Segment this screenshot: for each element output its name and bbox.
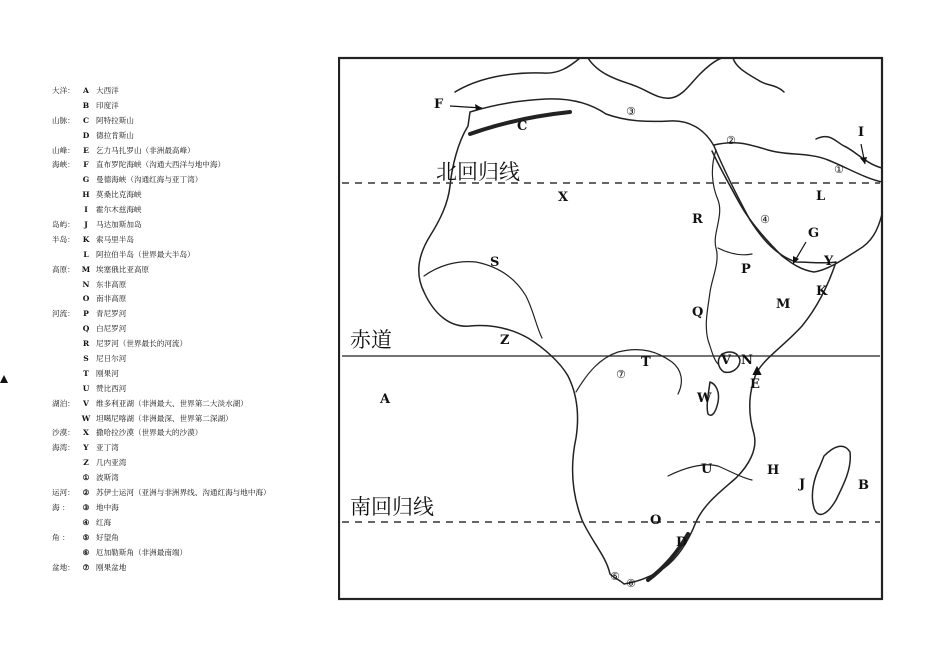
legend-row-a xyxy=(52,84,312,99)
legend-code: G xyxy=(82,175,90,185)
label-o: O xyxy=(650,513,662,528)
legend-row-h xyxy=(52,188,312,203)
legend-row-z xyxy=(52,456,312,471)
label-p: P xyxy=(741,262,751,277)
label-x: X xyxy=(558,190,569,205)
legend-name: 南非高原 xyxy=(96,294,127,304)
map-svg xyxy=(338,56,884,602)
legend-row-i xyxy=(52,203,312,218)
map-legend xyxy=(52,84,312,575)
legend-code: T xyxy=(83,368,89,378)
label-red-sea: ④ xyxy=(760,213,770,226)
label-b: B xyxy=(858,478,869,493)
legend-code: C xyxy=(82,115,90,125)
legend-code: ⑥ xyxy=(82,547,90,557)
legend-row-n xyxy=(52,278,312,293)
legend-row-t xyxy=(52,367,312,382)
legend-category: 角 ： xyxy=(52,532,70,542)
label-l: L xyxy=(816,189,826,204)
legend-row-6 xyxy=(52,546,312,561)
tropic-of-capricorn-label: 南回归线 xyxy=(350,495,434,519)
legend-row-b xyxy=(52,99,312,114)
legend-name: 撒哈拉沙漠（世界最大的沙漠） xyxy=(96,428,203,438)
legend-category: 山峰： xyxy=(52,145,75,155)
legend-code: Z xyxy=(83,458,89,468)
legend-row-g xyxy=(52,173,312,188)
legend-category: 海 ： xyxy=(52,502,70,512)
legend-row-k xyxy=(52,233,312,248)
label-cape-of-good-hope: ⑤ xyxy=(610,570,620,583)
legend-name: 厄加勒斯角（非洲最南端） xyxy=(96,547,188,557)
legend-category: 海峡： xyxy=(52,160,75,170)
label-m: M xyxy=(776,297,791,312)
legend-code: I xyxy=(84,205,88,215)
legend-code: ② xyxy=(82,488,90,498)
legend-row-7 xyxy=(52,561,312,576)
label-cape-agulhas: ⑥ xyxy=(626,577,636,590)
legend-row-p xyxy=(52,307,312,322)
legend-code: U xyxy=(82,383,90,393)
label-j: J xyxy=(799,477,806,492)
label-d: D xyxy=(676,535,688,550)
legend-code: ⑦ xyxy=(82,562,90,572)
legend-name: 尼罗河（世界最长的河流） xyxy=(96,339,188,349)
label-z: Z xyxy=(500,333,510,348)
legend-name: 刚果河 xyxy=(96,368,119,378)
legend-name: 东非高原 xyxy=(96,279,127,289)
africa-map xyxy=(338,56,884,602)
legend-row-e xyxy=(52,144,312,159)
legend-code: X xyxy=(83,428,89,438)
legend-row-f xyxy=(52,158,312,173)
legend-name: 霍尔木兹海峡 xyxy=(96,205,142,215)
label-v: V xyxy=(721,353,732,368)
label-mediterranean: ③ xyxy=(626,105,636,118)
legend-code: K xyxy=(82,234,90,244)
legend-code: J xyxy=(84,220,88,230)
legend-code: O xyxy=(82,294,90,304)
legend-category: 大洋： xyxy=(52,86,75,95)
legend-name: 好望角 xyxy=(96,532,119,542)
legend-name: 莫桑比克海峡 xyxy=(96,190,142,200)
legend-code: S xyxy=(83,354,89,364)
legend-name: 几内亚湾 xyxy=(96,458,127,468)
legend-name: 亚丁湾 xyxy=(96,443,119,453)
label-r: R xyxy=(692,212,703,227)
label-k: K xyxy=(816,284,828,299)
legend-row-2 xyxy=(52,486,312,501)
legend-name: 波斯湾 xyxy=(96,473,119,483)
legend-name: 坦噶尼喀湖（非洲最深、世界第二深湖） xyxy=(96,413,233,423)
legend-category: 湖泊： xyxy=(52,398,75,408)
legend-row-j xyxy=(52,218,312,233)
legend-category: 河流： xyxy=(52,309,75,319)
label-suez-canal: ② xyxy=(726,134,736,147)
legend-row-v xyxy=(52,397,312,412)
label-e: E xyxy=(750,377,760,392)
legend-code: ③ xyxy=(82,502,90,512)
legend-category: 高原： xyxy=(52,264,75,274)
legend-row-r xyxy=(52,337,312,352)
legend-row-u xyxy=(52,382,312,397)
legend-name: 青尼罗河 xyxy=(96,309,127,319)
legend-category: 沙漠： xyxy=(52,428,75,438)
label-y: Y xyxy=(824,254,834,269)
legend-row-4 xyxy=(52,516,312,531)
legend-name: 阿拉伯半岛（世界最大半岛） xyxy=(96,249,195,259)
legend-code: D xyxy=(82,130,90,140)
legend-row-l xyxy=(52,248,312,263)
tropic-of-cancer-label: 北回归线 xyxy=(436,160,520,184)
legend-code: W xyxy=(81,413,91,423)
legend-row-m xyxy=(52,263,312,278)
label-congo-basin: ⑦ xyxy=(616,368,626,381)
legend-name: 刚果盆地 xyxy=(96,562,127,572)
legend-category: 运河： xyxy=(52,488,75,498)
legend-code: V xyxy=(83,398,89,408)
legend-category: 岛屿： xyxy=(52,220,75,230)
legend-row-o xyxy=(52,292,312,307)
label-s: S xyxy=(490,255,500,270)
legend-name: 印度洋 xyxy=(96,100,119,110)
legend-row-c xyxy=(52,114,312,129)
legend-row-5 xyxy=(52,531,312,546)
legend-code: H xyxy=(82,190,90,200)
legend-name: 苏伊士运河（亚洲与非洲界线、沟通红海与地中海） xyxy=(96,488,271,498)
legend-name: 曼德海峡（沟通红海与亚丁湾） xyxy=(96,175,203,185)
legend-row-w xyxy=(52,412,312,427)
label-a: A xyxy=(380,392,391,407)
legend-name: 地中海 xyxy=(96,502,119,512)
legend-code: ④ xyxy=(82,517,90,527)
legend-row-x xyxy=(52,426,312,441)
label-u: U xyxy=(701,462,713,477)
legend-code: Y xyxy=(83,443,89,453)
legend-name: 直布罗陀海峡（沟通大西洋与地中海） xyxy=(96,160,226,170)
legend-code: N xyxy=(82,279,90,289)
legend-row-q xyxy=(52,322,312,337)
legend-code: L xyxy=(83,249,89,259)
legend-row-d xyxy=(52,129,312,144)
legend-row-y xyxy=(52,441,312,456)
label-f: F xyxy=(434,97,444,112)
legend-row-s xyxy=(52,352,312,367)
label-h: H xyxy=(767,463,780,478)
legend-row-3 xyxy=(52,501,312,516)
legend-category: 海湾： xyxy=(52,443,75,453)
label-g: G xyxy=(808,226,820,241)
legend-name: 赞比西河 xyxy=(96,383,127,393)
legend-name: 马达加斯加岛 xyxy=(96,220,142,230)
label-q: Q xyxy=(692,305,704,320)
legend-name: 白尼罗河 xyxy=(96,324,127,334)
label-w: W xyxy=(697,391,712,406)
legend-code: ① xyxy=(82,473,90,483)
legend-name: 大西洋 xyxy=(96,86,119,95)
legend-code: Q xyxy=(82,324,90,334)
legend-code: E xyxy=(83,145,89,155)
equator-label: 赤道 xyxy=(350,328,392,352)
triangle-marker-icon xyxy=(0,375,8,383)
label-persian-gulf: ① xyxy=(834,163,844,176)
legend-code: A xyxy=(83,86,89,95)
legend-code: ⑤ xyxy=(82,532,90,542)
label-n: N xyxy=(741,353,753,368)
label-t: T xyxy=(641,355,651,370)
legend-name: 埃塞俄比亚高原 xyxy=(96,264,150,274)
legend-name: 阿特拉斯山 xyxy=(96,115,134,125)
label-i: I xyxy=(858,125,865,140)
legend-category: 盆地： xyxy=(52,562,75,572)
legend-row-1 xyxy=(52,471,312,486)
legend-category: 半岛： xyxy=(52,234,75,244)
legend-name: 维多利亚湖（非洲最大、世界第二大淡水湖） xyxy=(96,398,248,408)
legend-name: 尼日尔河 xyxy=(96,354,127,364)
legend-code: P xyxy=(83,309,89,319)
legend-name: 乞力马扎罗山（非洲最高峰） xyxy=(96,145,195,155)
label-c: C xyxy=(517,119,528,134)
legend-name: 德拉肯斯山 xyxy=(96,130,134,140)
legend-category: 山脉： xyxy=(52,115,75,125)
legend-code: F xyxy=(83,160,89,170)
legend-name: 红海 xyxy=(96,517,112,527)
legend-code: R xyxy=(82,339,90,349)
legend-code: B xyxy=(82,100,90,110)
legend-code: M xyxy=(81,264,91,274)
legend-name: 索马里半岛 xyxy=(96,234,134,244)
